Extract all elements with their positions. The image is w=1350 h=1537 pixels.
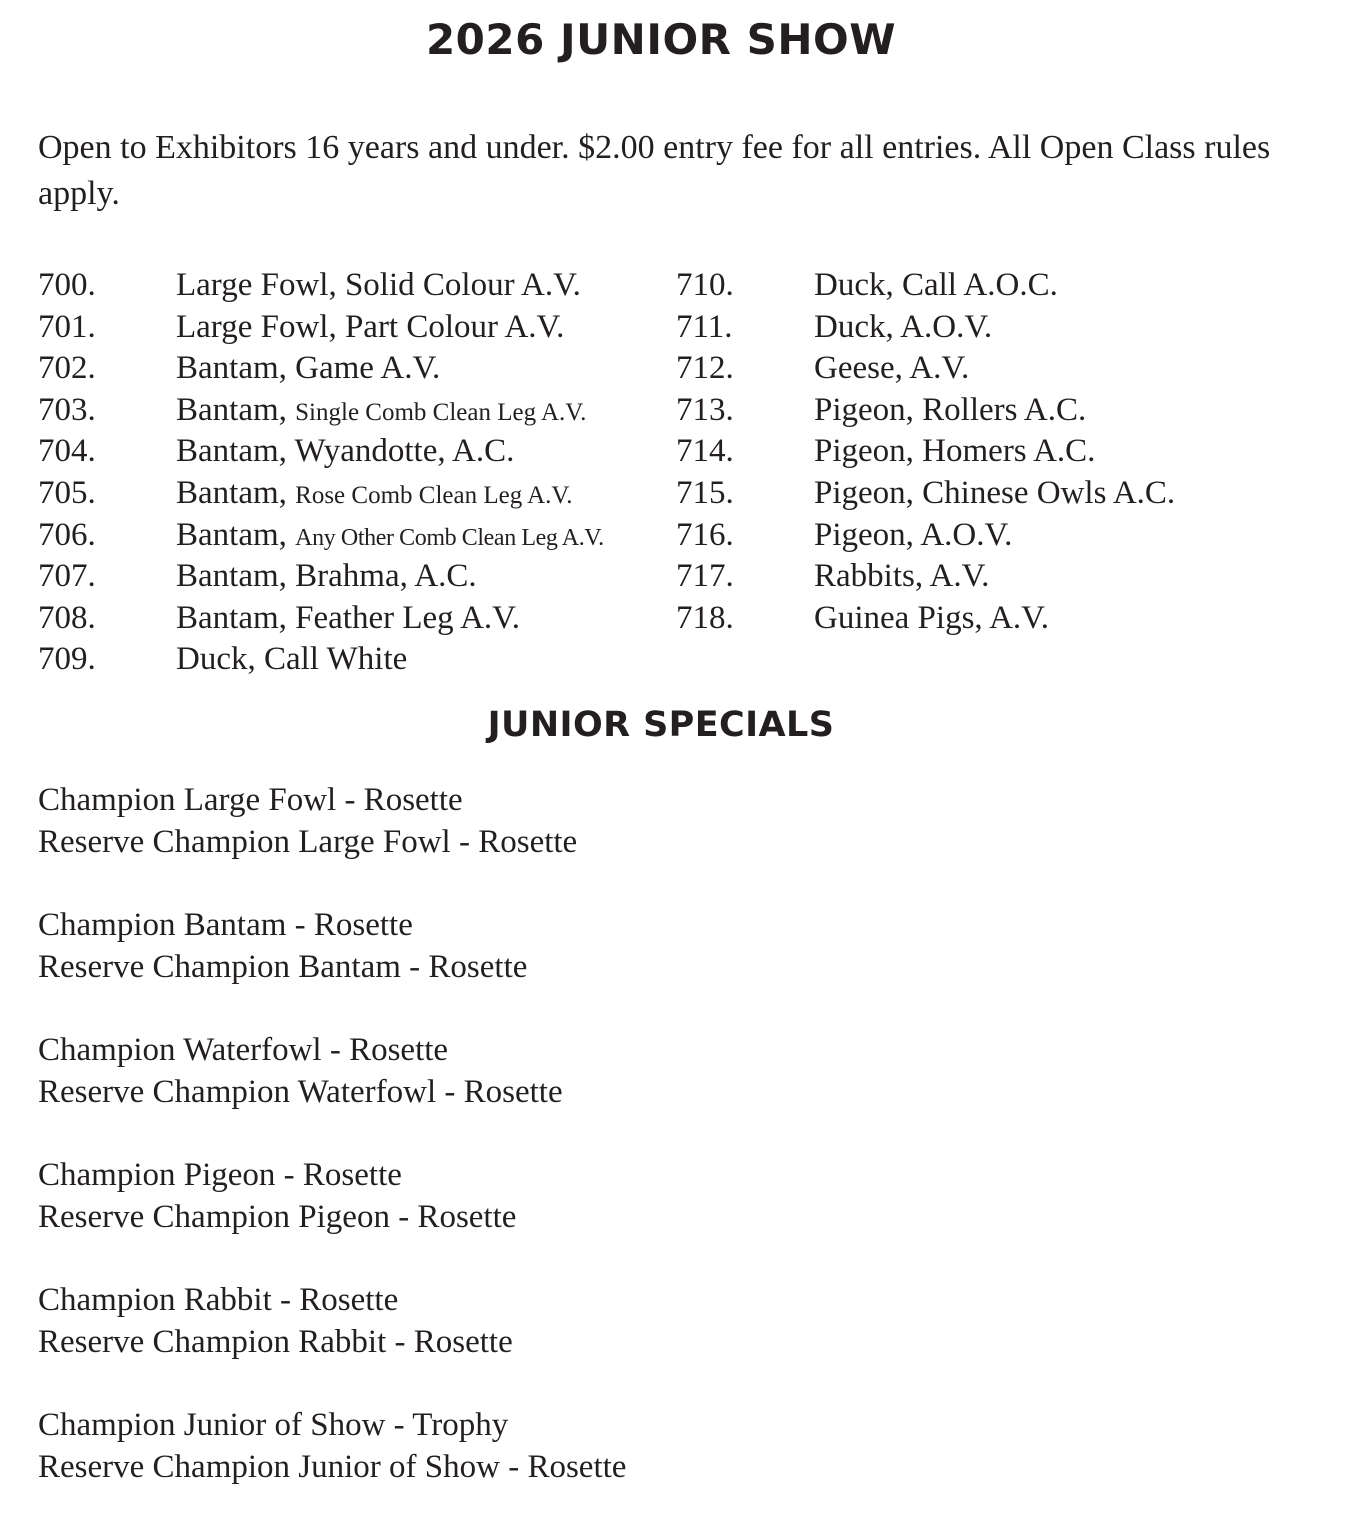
special-group-rabbit [38, 1279, 626, 1363]
page-title: 2026 JUNIOR SHOW [425, 15, 897, 64]
class-number: 702. [38, 350, 96, 387]
class-name: Bantam, Wyandotte, A.C. [176, 433, 515, 470]
reserve-champion-award: Reserve Champion Pigeon - Rosette [38, 1199, 517, 1235]
champion-award: Champion Rabbit - Rosette [38, 1282, 399, 1318]
specials-heading: JUNIOR SPECIALS [487, 705, 835, 745]
champion-award: Champion Pigeon - Rosette [38, 1157, 402, 1193]
reserve-champion-award: Reserve Champion Bantam - Rosette [38, 949, 528, 985]
reserve-champion-award: Reserve Champion Large Fowl - Rosette [38, 824, 578, 860]
class-number: 714. [676, 433, 734, 470]
class-name: Bantam, Game A.V. [176, 350, 441, 387]
class-name: Large Fowl, Solid Colour A.V. [176, 267, 581, 303]
class-number: 700. [38, 267, 96, 303]
class-number: 717. [676, 558, 734, 595]
class-name: Pigeon, A.O.V. [814, 516, 1013, 553]
class-number: 711. [676, 308, 733, 345]
class-number: 705. [38, 474, 96, 511]
champion-award: Champion Junior of Show - Trophy [38, 1407, 509, 1443]
class-name: Pigeon, Chinese Owls A.C. [814, 474, 1176, 511]
class-name: Bantam, Single Comb Clean Leg A.V. [176, 391, 587, 428]
class-name: Geese, A.V. [814, 350, 970, 387]
class-number: 701. [38, 308, 96, 345]
class-name: Duck, Call A.O.C. [814, 267, 1058, 303]
class-name: Bantam, Brahma, A.C. [176, 558, 477, 595]
champion-award: Champion Large Fowl - Rosette [38, 782, 463, 818]
class-number: 710. [676, 267, 734, 303]
class-number: 713. [676, 391, 734, 428]
reserve-champion-award: Reserve Champion Rabbit - Rosette [38, 1324, 513, 1360]
class-number: 712. [676, 350, 734, 387]
champion-award: Champion Bantam - Rosette [38, 907, 413, 943]
special-group-pigeon [38, 1154, 626, 1238]
class-name: Pigeon, Homers A.C. [814, 433, 1096, 470]
champion-award: Champion Waterfowl - Rosette [38, 1032, 449, 1068]
class-name: Bantam, Feather Leg A.V. [176, 599, 520, 636]
class-name: Guinea Pigs, A.V. [814, 599, 1049, 636]
class-number: 709. [38, 641, 96, 678]
class-number: 718. [676, 599, 734, 636]
class-name: Bantam, Rose Comb Clean Leg A.V. [176, 474, 573, 511]
class-number: 716. [676, 516, 734, 553]
class-number: 706. [38, 516, 96, 553]
class-number: 708. [38, 599, 96, 636]
special-group-waterfowl [38, 1029, 626, 1113]
intro-paragraph: Open to Exhibitors 16 years and under. $2.00 entry fee for all entries. All Open Class rules apply. [38, 129, 1271, 212]
class-number: 703. [38, 391, 96, 428]
class-name: Large Fowl, Part Colour A.V. [176, 308, 565, 345]
class-name: Duck, Call White [176, 641, 408, 678]
class-name: Pigeon, Rollers A.C. [814, 391, 1087, 428]
reserve-champion-award: Reserve Champion Junior of Show - Rosette [38, 1449, 627, 1485]
class-name: Rabbits, A.V. [814, 558, 990, 595]
class-number: 707. [38, 558, 96, 595]
special-group-bantam [38, 904, 626, 988]
class-name: Bantam, Any Other Comb Clean Leg A.V. [176, 516, 604, 553]
specials-list [38, 779, 626, 1529]
class-number: 715. [676, 474, 734, 511]
class-name: Duck, A.O.V. [814, 308, 993, 345]
class-number: 704. [38, 433, 96, 470]
special-group-large-fowl [38, 779, 626, 863]
reserve-champion-award: Reserve Champion Waterfowl - Rosette [38, 1074, 563, 1110]
special-group-junior-of-show [38, 1404, 626, 1488]
